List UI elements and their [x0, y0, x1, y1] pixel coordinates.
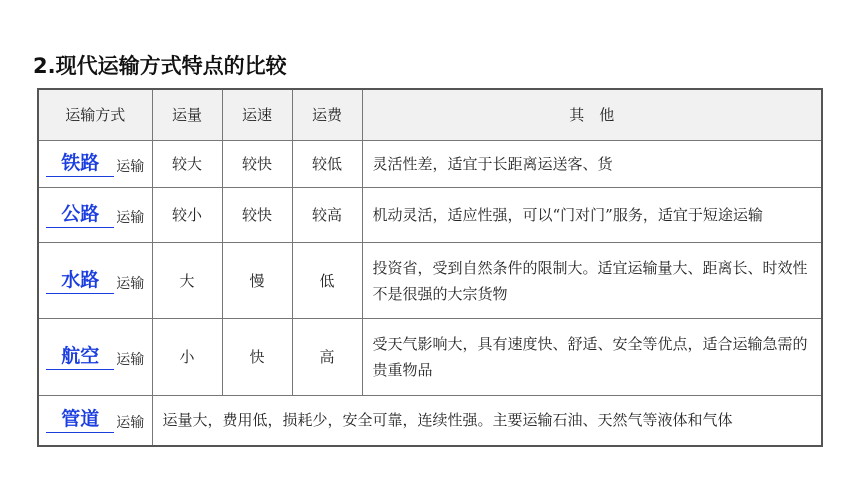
mode-suffix: 运输: [116, 352, 145, 368]
table-row: [38, 319, 822, 396]
speed-cell: 慢: [222, 243, 292, 319]
volume-cell: 较大: [152, 141, 222, 188]
table-row: [38, 188, 822, 243]
pipeline-description: 运量大，费用低，损耗少，安全可靠，连续性强。主要运输石油、天然气等液体和气体: [152, 396, 822, 446]
mode-suffix: 运输: [116, 415, 145, 432]
mode-label: 铁路: [46, 151, 114, 177]
header-mode: 运输方式: [38, 89, 152, 141]
header-volume: 运量: [152, 89, 222, 141]
mode-cell: [38, 188, 152, 243]
volume-cell: 小: [152, 319, 222, 396]
mode-cell: [38, 319, 152, 396]
header-other: 其 他: [362, 89, 822, 141]
table-row: [38, 243, 822, 319]
cost-cell: 较高: [292, 188, 362, 243]
other-cell: 机动灵活，适应性强，可以“门对门”服务，适宜于短途运输: [362, 188, 822, 243]
mode-label: 水路: [46, 268, 114, 294]
table-row-pipeline: [38, 396, 822, 446]
mode-label: 航空: [46, 344, 114, 370]
volume-cell: 大: [152, 243, 222, 319]
other-cell: 灵活性差，适宜于长距离运送客、货: [362, 141, 822, 188]
speed-cell: 快: [222, 319, 292, 396]
volume-cell: 较小: [152, 188, 222, 243]
header-speed: 运速: [222, 89, 292, 141]
cost-cell: 较低: [292, 141, 362, 188]
table-row: [38, 141, 822, 188]
cost-cell: 高: [292, 319, 362, 396]
speed-cell: 较快: [222, 188, 292, 243]
cost-cell: 低: [292, 243, 362, 319]
mode-suffix: 运输: [116, 159, 145, 175]
mode-cell: [38, 396, 152, 446]
mode-suffix: 运输: [116, 275, 145, 292]
mode-suffix: 运输: [116, 210, 145, 226]
mode-cell: [38, 243, 152, 319]
transport-comparison-table: [37, 88, 823, 447]
other-cell: 投资省，受到自然条件的限制大。适宜运输量大、距离长、时效性不是很强的大宗货物: [362, 243, 822, 319]
page-title: 2.现代运输方式特点的比较: [33, 54, 287, 78]
other-cell: 受天气影响大，具有速度快、舒适、安全等优点，适合运输急需的贵重物品: [362, 319, 822, 396]
speed-cell: 较快: [222, 141, 292, 188]
mode-label: 管道: [46, 407, 114, 433]
mode-label: 公路: [46, 202, 114, 228]
header-row: [38, 89, 822, 141]
header-cost: 运费: [292, 89, 362, 141]
mode-cell: [38, 141, 152, 188]
